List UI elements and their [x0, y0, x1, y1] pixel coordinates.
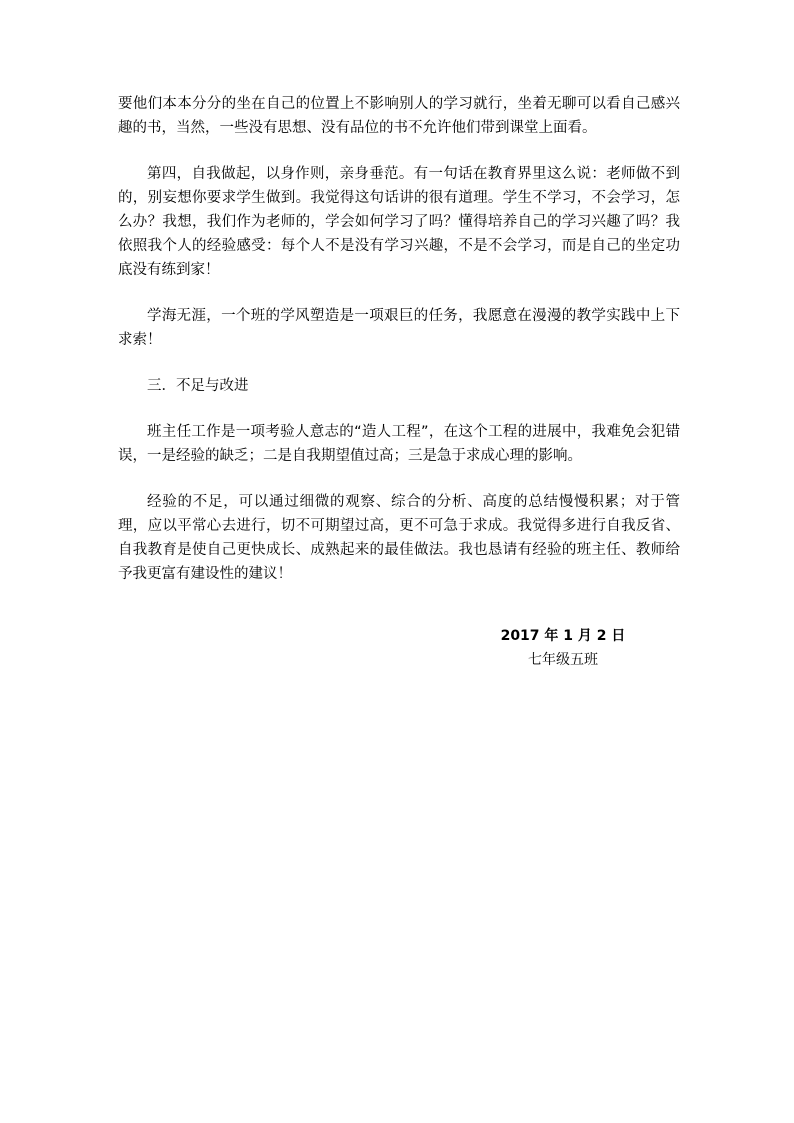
- section-heading: 三．不足与改进: [147, 378, 249, 394]
- paragraph-point-four: 第四，自我做起，以身作则，亲身垂范。有一句话在教育界里这么说：老师做不到的，别妄想你要求学生做到。我觉得这句话讲的很有道理。学生不学习，不会学习，怎么办？我想，我们作为老师的，学会如何学习了吗？懂得培养自己的学习兴趣了吗？我依照我个人的经验感受：每个人不是没有学习兴趣，不是不会学习，而是自己的坐定功底没有练到家！: [118, 166, 680, 278]
- signature-date: 2017 年 1 月 2 日: [500, 628, 626, 644]
- signature-block: [498, 624, 628, 672]
- paragraph-shortcomings: 班主任工作是一项考验人意志的“造人工程”，在这个工程的进展中，我难免会犯错误，一是经验的缺乏；二是自我期望值过高；三是急于求成心理的影响。: [118, 424, 680, 464]
- paragraph-continuation: 要他们本本分分的坐在自己的位置上不影响别人的学习就行，坐着无聊可以看自己感兴趣的书，当然，一些没有思想、没有品位的书不允许他们带到课堂上面看。: [118, 96, 680, 136]
- document-body: [118, 92, 680, 608]
- paragraph-improvement: 经验的不足，可以通过细微的观察、综合的分析、高度的总结慢慢积累；对于管理，应以平常心去进行，切不可期望过高，更不可急于求成。我觉得多进行自我反省、自我教育是使自己更快成长、成熟起来的最佳做法。我也恳请有经验的班主任、教师给予我更富有建设性的建议！: [118, 494, 680, 582]
- signature-class: 七年级五班: [528, 652, 598, 668]
- paragraph-closing: 学海无涯，一个班的学风塑造是一项艰巨的任务，我愿意在漫漫的教学实践中上下求索！: [118, 308, 680, 348]
